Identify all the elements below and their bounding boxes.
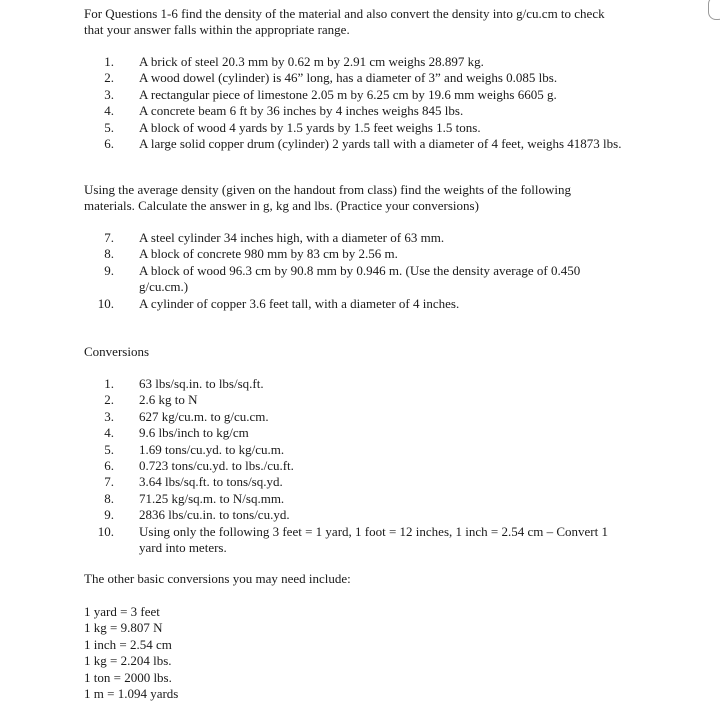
- weight-question: [84, 263, 624, 296]
- conversion-item: [84, 507, 624, 523]
- weight-question-text: A steel cylinder 34 inches high, with a diameter of 63 mm.: [139, 230, 445, 245]
- weight-question-list: [84, 230, 624, 312]
- basic-conversion-list: [84, 604, 624, 702]
- basic-conversion-item: 1 kg = 2.204 lbs.: [84, 653, 172, 669]
- conversions-heading: Conversions: [84, 344, 149, 359]
- density-question-number: 1.: [104, 54, 114, 69]
- weight-question-number: 10.: [97, 295, 114, 311]
- conversion-item-number: 10.: [97, 523, 114, 539]
- basic-conversion-item: 1 ton = 2000 lbs.: [84, 669, 172, 685]
- density-question-list: [84, 54, 624, 152]
- conversion-item: [84, 442, 624, 458]
- conversion-item-text: 9.6 lbs/inch to kg/cm: [139, 425, 249, 441]
- weight-question: [84, 230, 624, 246]
- conversion-item-text: 1.69 tons/cu.yd. to kg/cu.m.: [139, 441, 285, 457]
- basic-conversion-item: 1 kg = 9.807 N: [84, 620, 163, 636]
- basic-conversion-item: 1 inch = 2.54 cm: [84, 636, 172, 652]
- density-question-number: 4.: [104, 103, 114, 119]
- basic-intro-text: The other basic conversions you may need include:: [84, 571, 351, 586]
- conversion-item-number: 9.: [104, 507, 114, 523]
- conversion-item-text: 627 kg/cu.m. to g/cu.cm.: [139, 408, 269, 424]
- density-question-text: A wood dowel (cylinder) is 46” long, has a diameter of 3” and weighs 0.085 lbs.: [139, 70, 558, 86]
- conversion-item-text: 63 lbs/sq.in. to lbs/sq.ft.: [139, 376, 264, 391]
- density-question-number: 5.: [104, 119, 114, 135]
- intro-paragraph: [84, 6, 624, 39]
- weight-question-text: A block of wood 96.3 cm by 90.8 mm by 0.946 m. (Use the density average of 0.450 g/cu.cm.): [139, 262, 581, 295]
- weight-question-number: 7.: [104, 230, 114, 245]
- density-questions: [84, 54, 624, 152]
- weights-intro-text: Using the average density (given on the handout from class) find the weights of the following materials. Calculate the answer in g, kg and lbs. (Practice your conversions): [84, 182, 572, 214]
- weights-intro-paragraph: [84, 182, 624, 215]
- density-question-text: A brick of steel 20.3 mm by 0.62 m by 2.91 cm weighs 28.897 kg.: [139, 54, 484, 69]
- density-question: [84, 136, 624, 152]
- conversion-item-number: 7.: [104, 474, 114, 490]
- weight-question-text: A block of concrete 980 mm by 83 cm by 2.56 m.: [139, 246, 398, 262]
- conversion-item: [84, 458, 624, 474]
- density-question-number: 6.: [104, 136, 114, 152]
- density-question: [84, 103, 624, 119]
- conversion-item: [84, 425, 624, 441]
- density-question: [84, 87, 624, 103]
- conversion-item: [84, 392, 624, 408]
- conversion-item: [84, 409, 624, 425]
- conversion-item-number: 1.: [104, 376, 114, 391]
- conversions-section: [84, 344, 624, 360]
- density-question-text: A rectangular piece of limestone 2.05 m by 6.25 cm by 19.6 mm weighs 6605 g.: [139, 86, 557, 102]
- conversion-item-number: 6.: [104, 458, 114, 474]
- density-question: [84, 120, 624, 136]
- density-question-number: 2.: [104, 70, 114, 86]
- conversion-item-text: 71.25 kg/sq.m. to N/sq.mm.: [139, 490, 285, 506]
- conversion-item-text: 3.64 lbs/sq.ft. to tons/sq.yd.: [139, 474, 283, 490]
- conversion-item: [84, 491, 624, 507]
- conversion-item-number: 5.: [104, 441, 114, 457]
- basic-conversion-item: 1 m = 1.094 yards: [84, 686, 179, 702]
- conversion-item-number: 3.: [104, 408, 114, 424]
- page-edge-artifact: [708, 0, 720, 20]
- basic-conversion-item: 1 yard = 3 feet: [84, 604, 160, 619]
- density-question-text: A large solid copper drum (cylinder) 2 yards tall with a diameter of 4 feet, weighs 41873 lbs.: [139, 136, 622, 152]
- density-question-number: 3.: [104, 86, 114, 102]
- weight-question: [84, 296, 624, 312]
- conversions-block: [84, 376, 624, 556]
- density-question: [84, 54, 624, 70]
- weight-questions: [84, 230, 624, 312]
- density-question-text: A block of wood 4 yards by 1.5 yards by 1.5 feet weighs 1.5 tons.: [139, 119, 481, 135]
- weight-question-number: 8.: [104, 246, 114, 262]
- conversion-item-number: 8.: [104, 490, 114, 506]
- conversion-item-number: 4.: [104, 425, 114, 441]
- basic-intro-paragraph: [84, 571, 624, 587]
- weight-question: [84, 246, 624, 262]
- conversion-item-number: 2.: [104, 392, 114, 408]
- conversion-list: [84, 376, 624, 556]
- conversion-item: [84, 474, 624, 490]
- weight-question-text: A cylinder of copper 3.6 feet tall, with a diameter of 4 inches.: [139, 295, 460, 311]
- conversion-item-text: 2836 lbs/cu.in. to tons/cu.yd.: [139, 507, 290, 523]
- density-question-text: A concrete beam 6 ft by 36 inches by 4 inches weighs 845 lbs.: [139, 103, 464, 119]
- weight-question-number: 9.: [104, 262, 114, 278]
- conversion-item-text: 0.723 tons/cu.yd. to lbs./cu.ft.: [139, 458, 294, 474]
- conversion-item-text: 2.6 kg to N: [139, 392, 198, 408]
- conversion-item-text: Using only the following 3 feet = 1 yard, 1 foot = 12 inches, 1 inch = 2.54 cm – Convert 1 yard into meters.: [139, 523, 608, 556]
- conversion-item: [84, 524, 624, 557]
- intro-text: For Questions 1-6 find the density of the material and also convert the density into g/cu.cm to check that your answer falls within the appropriate range.: [84, 6, 605, 38]
- density-question: [84, 70, 624, 86]
- conversion-item: [84, 376, 624, 392]
